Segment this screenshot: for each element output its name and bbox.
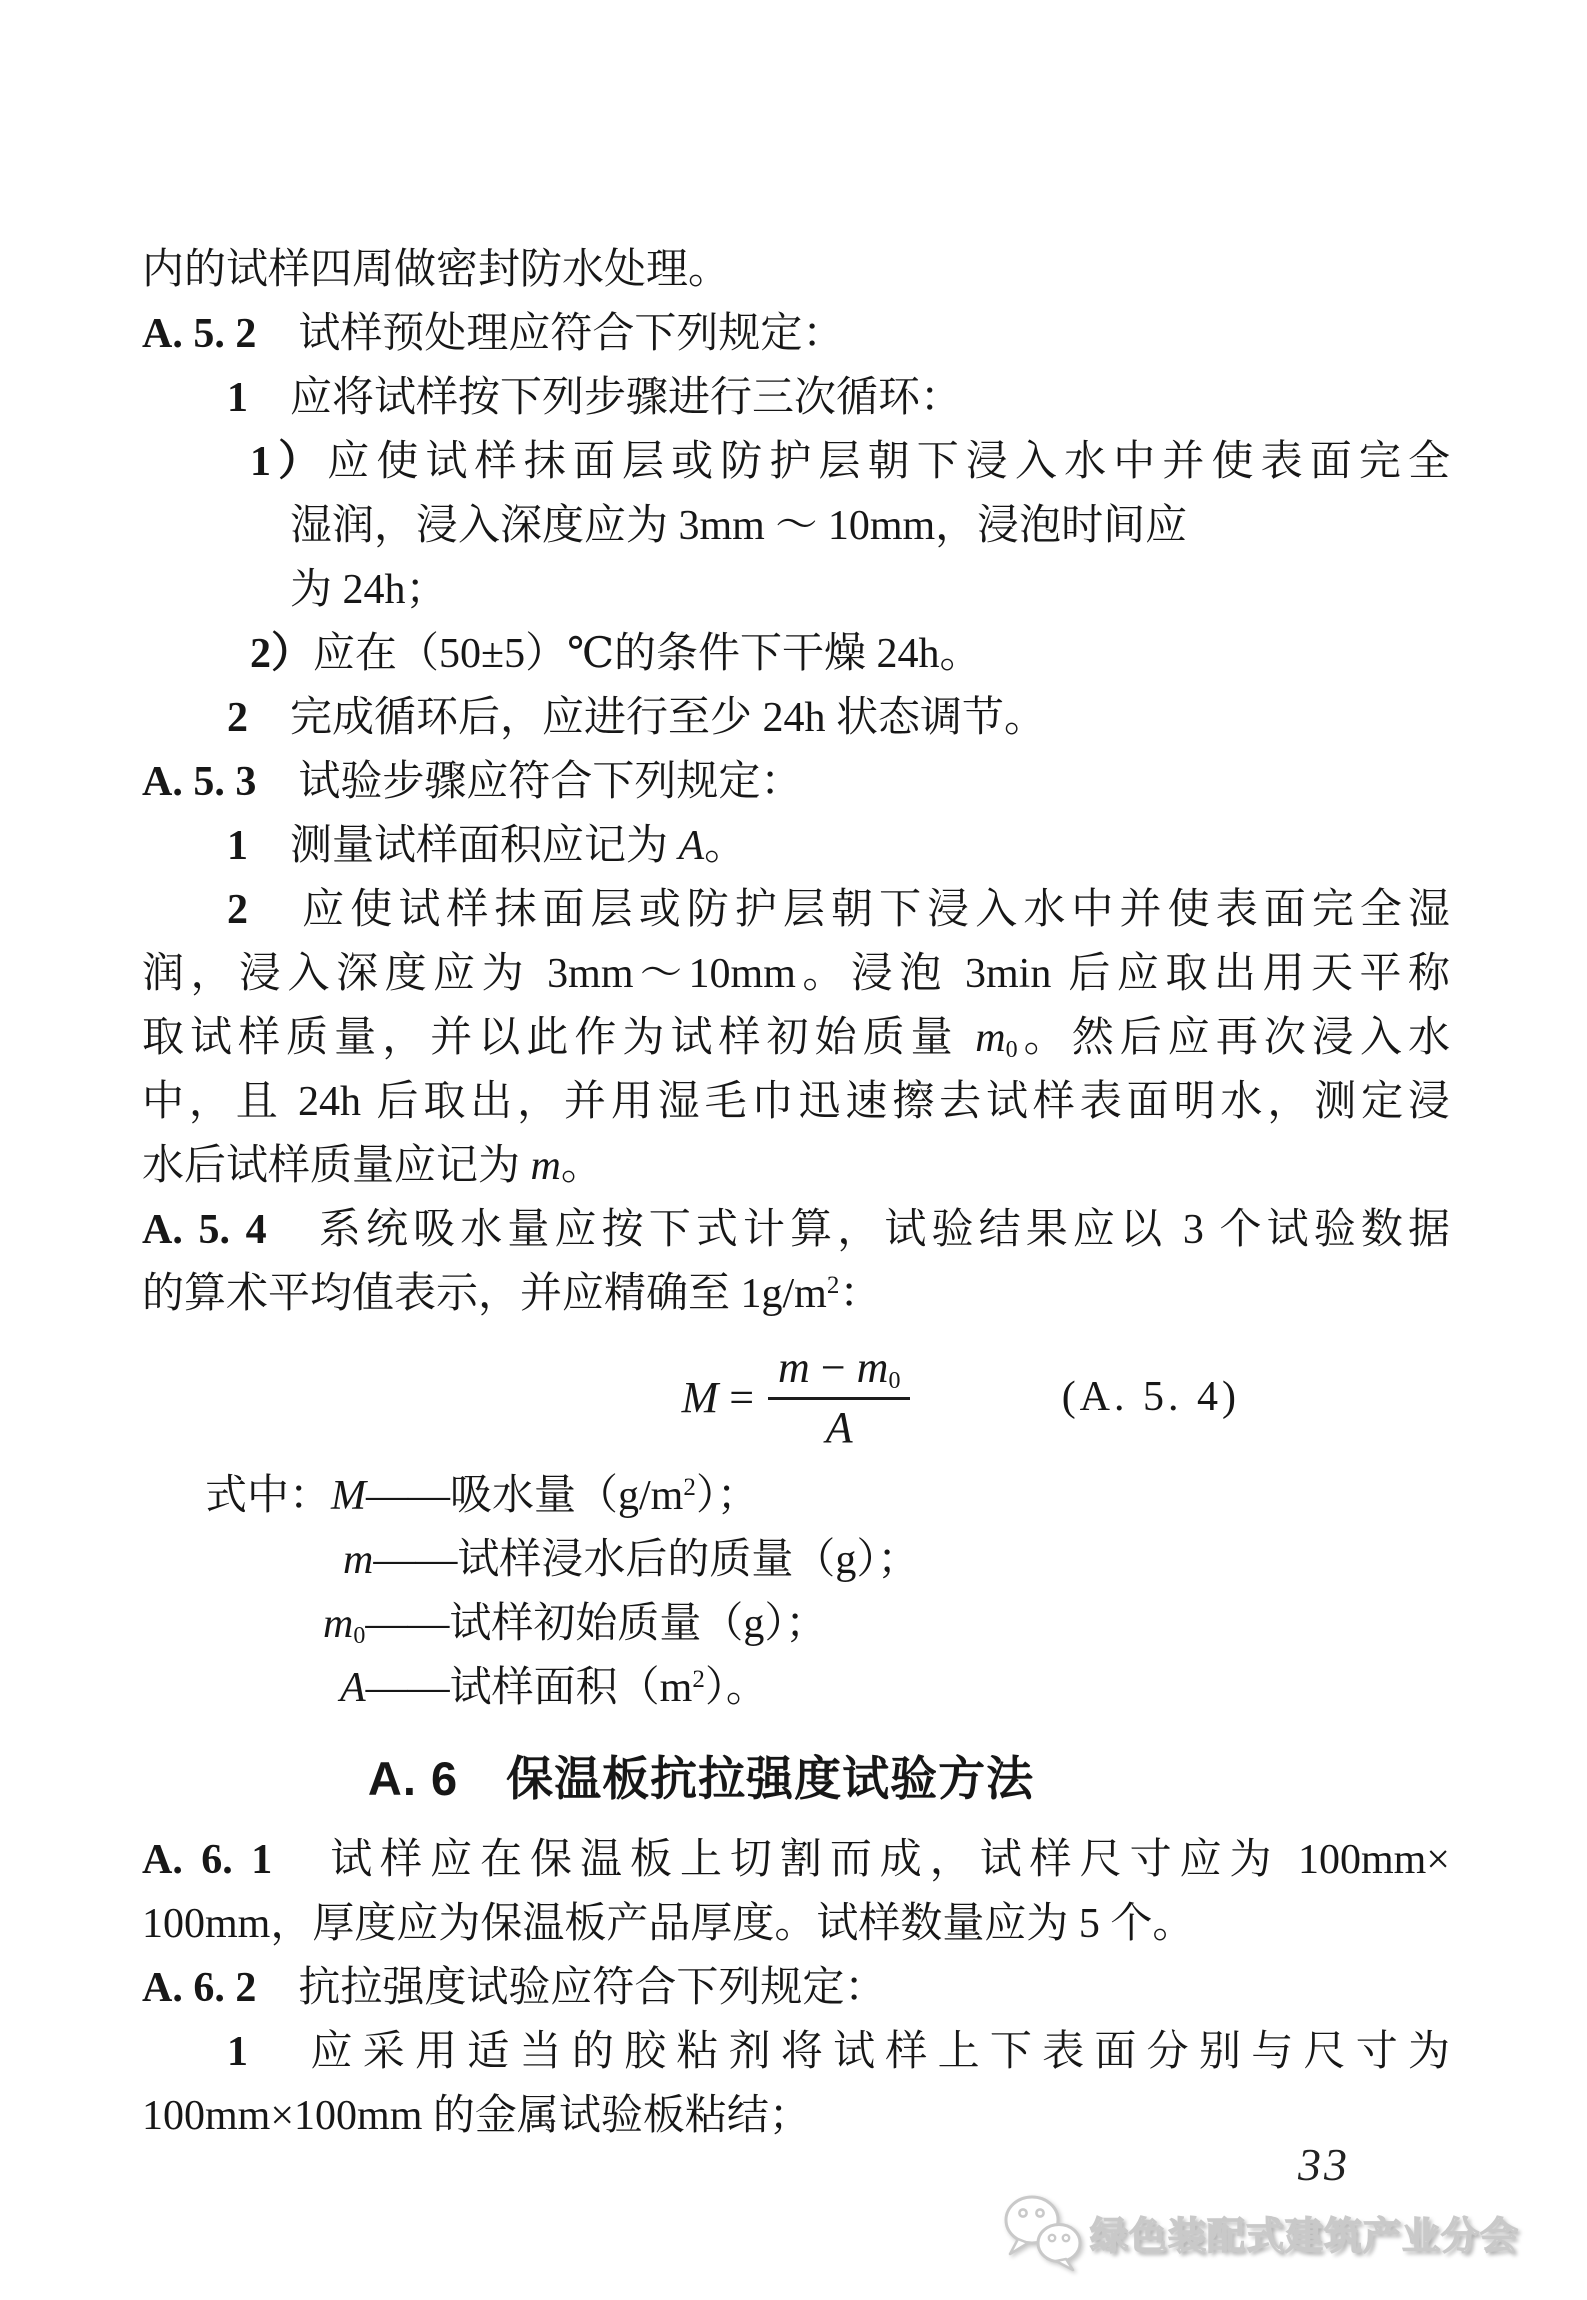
text-line: 100mm×100mm 的金属试验板粘结； <box>142 2093 811 2139</box>
text-line: A——试样面积$(m^2)$。 <box>340 1665 768 1711</box>
formula-lhs <box>682 1372 754 1423</box>
text-line: m——试样浸水后的质量（g）； <box>343 1537 920 1583</box>
text-line: 2）应在（50±5）℃的条件下干燥 24h。 <box>250 631 982 677</box>
formula <box>142 1338 1450 1456</box>
footer-watermark <box>1002 2192 1519 2272</box>
formula-m0-subscript: 0 <box>888 1368 901 1394</box>
formula-variable-A: A <box>825 1403 853 1452</box>
text-line: 水后试样质量应记为 m。 <box>142 1143 603 1189</box>
text-line: A. 5. 3 试验步骤应符合下列规定： <box>142 759 803 805</box>
text-line: 中，且 24h 后取出，并用湿毛巾迅速擦去试样表面明水，测定浸 <box>142 1079 1450 1125</box>
formula-numerator <box>768 1342 910 1397</box>
text-line: 100mm，厚度应为保温板产品厚度。试样数量应为 5 个。 <box>142 1901 1195 1947</box>
formula-minus: − <box>809 1343 857 1392</box>
text-line: 2 完成循环后，应进行至少 24h 状态调节。 <box>227 695 1047 741</box>
document-body <box>142 238 1450 2148</box>
formula-denominator <box>768 1397 910 1453</box>
text-line: A. 5. 4 系统吸水量应按下式计算，试验结果应以 3 个试验数据 <box>142 1207 1450 1253</box>
text-line: 内的试样四周做密封防水处理。 <box>142 247 731 293</box>
document-section-a5 <box>142 238 1450 1326</box>
text-line: 为 24h； <box>290 567 448 613</box>
section-heading: A. 6 保温板抗拉强度试验方法 <box>367 1752 1035 1805</box>
text-line: 式中：M——吸水量$(g/m^2)$； <box>205 1473 759 1519</box>
formula-variable-m: m <box>778 1343 810 1392</box>
text-line: 1 应采用适当的胶粘剂将试样上下表面分别与尺寸为 <box>227 2029 1450 2075</box>
text-line: A. 5. 2 试样预处理应符合下列规定： <box>142 311 845 357</box>
text-line: 润，浸入深度应为 3mm～10mm。浸泡 3min 后应取出用天平称 <box>142 951 1450 997</box>
text-line: 湿润，浸入深度应为 3mm ～ 10mm，浸泡时间应 <box>290 503 1188 549</box>
text-line: $m_0——$试样初始质量（g）； <box>323 1601 828 1649</box>
text-line: 的算术平均值表示，并应精确至 $1g/m^2$： <box>142 1271 882 1317</box>
equation-number: (A. 5. 4) <box>1061 1374 1240 1420</box>
formula-expression <box>682 1342 911 1453</box>
text-line: 取试样质量，并以此作为试样初始质量 $m_0$。然后应再次浸入水 <box>142 1015 1450 1063</box>
formula-fraction <box>768 1342 910 1453</box>
text-line: 1 测量试样面积应记为 A。 <box>227 823 747 869</box>
formula-equals: = <box>729 1373 755 1422</box>
footer-brand-text: 绿色装配式建筑产业分会 <box>1090 2215 1520 2258</box>
text-line: A. 6. 2 抗拉强度试验应符合下列规定： <box>142 1965 887 2011</box>
formula-variable-M: M <box>681 1373 719 1422</box>
document-section-a6 <box>142 1464 1450 2148</box>
text-line: 1）应使试样抹面层或防护层朝下浸入水中并使表面完全 <box>250 439 1450 485</box>
formula-variable-m0: m <box>856 1343 889 1392</box>
text-line: A. 6. 1 试样应在保温板上切割而成，试样尺寸应为 100mm× <box>142 1837 1450 1883</box>
wechat-icon <box>1002 2192 1086 2272</box>
text-line: 1 应将试样按下列步骤进行三次循环： <box>227 375 963 421</box>
text-line: 2 应使试样抹面层或防护层朝下浸入水中并使表面完全湿 <box>227 887 1450 933</box>
page-number: 33 <box>1298 2139 1350 2190</box>
